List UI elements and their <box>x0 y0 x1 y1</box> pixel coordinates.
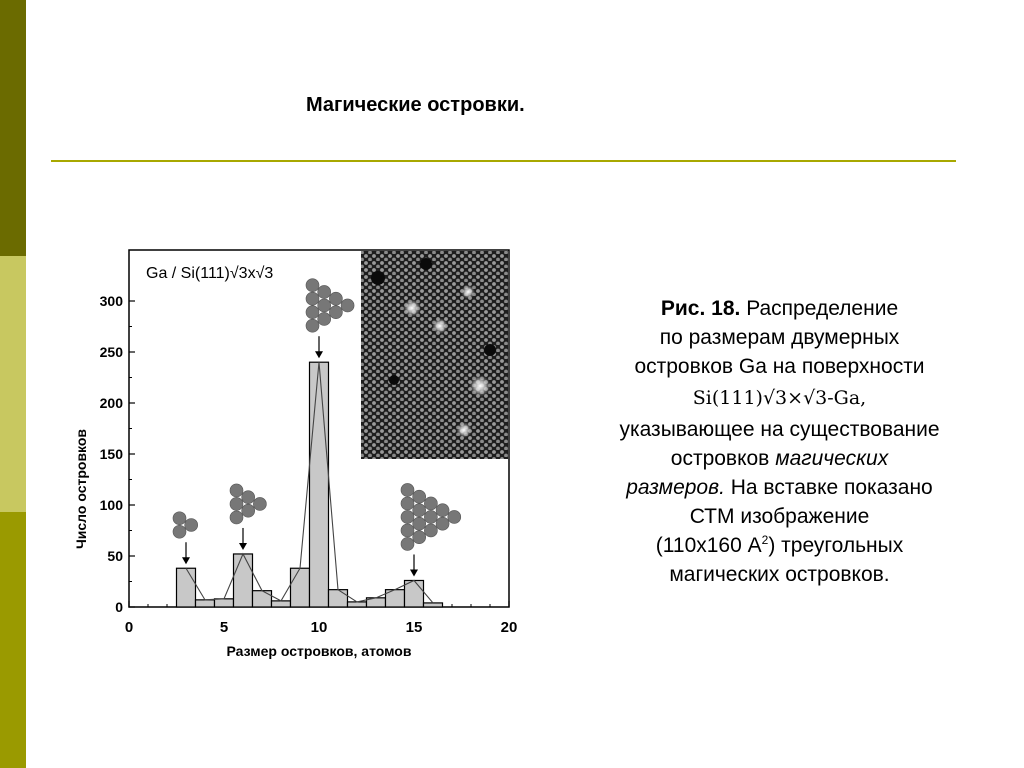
atom <box>424 510 437 523</box>
y-tick-label: 100 <box>99 497 123 513</box>
atom <box>185 518 198 531</box>
atom <box>329 306 342 319</box>
atom <box>413 490 426 503</box>
cluster-10 <box>306 279 354 359</box>
atom <box>230 511 243 524</box>
caption-line-9: магических островков. <box>669 563 890 586</box>
atom <box>318 312 331 325</box>
atom <box>173 512 186 525</box>
x-tick-label: 10 <box>310 619 328 636</box>
slide-title: Магические островки. <box>306 94 525 116</box>
x-tick-label: 5 <box>219 619 229 636</box>
atom <box>242 491 255 504</box>
bar <box>253 591 272 607</box>
x-tick-label: 15 <box>405 619 423 636</box>
arrow-head <box>239 543 247 550</box>
bar <box>291 568 310 607</box>
atom <box>318 285 331 298</box>
chart-title: Ga / Si(111)√3x√3 <box>146 265 274 282</box>
y-tick-label: 0 <box>115 599 123 615</box>
side-band-top <box>0 0 26 256</box>
atom <box>253 497 266 510</box>
y-axis-label: Число островков <box>73 428 89 550</box>
caption-line-5: островков магических <box>670 447 889 470</box>
atom <box>436 517 449 530</box>
histogram-chart <box>60 240 530 670</box>
cluster-6 <box>230 484 266 550</box>
atom <box>436 504 449 517</box>
bar <box>405 580 424 607</box>
atom <box>230 484 243 497</box>
bar <box>272 601 291 607</box>
atom <box>401 537 414 550</box>
x-axis-label: Размер островков, атомов <box>226 643 412 659</box>
atom <box>306 279 319 292</box>
bar <box>310 362 329 607</box>
atom <box>306 319 319 332</box>
arrow-head <box>410 569 418 576</box>
atom <box>401 483 414 496</box>
atom <box>401 524 414 537</box>
title-divider <box>51 160 956 162</box>
atom <box>413 531 426 544</box>
caption-line-8: (110x160 $А^2$) треугольных <box>655 533 904 557</box>
x-tick-label: 0 <box>124 619 134 636</box>
caption-line-4: указывающее на существование <box>619 418 940 441</box>
caption-line-6: размеров. На вставке показано <box>626 476 933 499</box>
y-tick-label: 150 <box>99 446 123 462</box>
bar <box>215 599 234 607</box>
atom <box>448 510 461 523</box>
cluster-15 <box>401 483 461 576</box>
atom <box>173 525 186 538</box>
side-band-middle <box>0 256 26 512</box>
atom <box>413 504 426 517</box>
atom <box>413 517 426 530</box>
x-tick-label: 20 <box>500 619 518 636</box>
bar <box>348 602 367 607</box>
atom <box>306 292 319 305</box>
atom <box>230 497 243 510</box>
caption-formula: Si(111)√3×√3-Ga, <box>692 387 867 409</box>
y-tick-label: 50 <box>107 548 123 564</box>
bar <box>196 600 215 607</box>
arrow-head <box>315 351 323 358</box>
atom <box>318 299 331 312</box>
atom <box>329 292 342 305</box>
bar <box>234 554 253 607</box>
figure-caption <box>552 294 1007 589</box>
figure-label: Рис. 18. <box>660 297 741 320</box>
atom <box>424 497 437 510</box>
arrow-head <box>182 557 190 564</box>
cluster-3 <box>173 512 198 565</box>
y-tick-label: 300 <box>99 293 123 309</box>
atom <box>401 510 414 523</box>
atom <box>424 524 437 537</box>
caption-line-2: по размерам двумерных <box>659 326 900 349</box>
bar <box>329 590 348 607</box>
bar <box>424 603 443 607</box>
atom <box>306 306 319 319</box>
stm-inset-image <box>361 251 508 459</box>
side-band-bottom <box>0 512 26 768</box>
bar <box>177 568 196 607</box>
atom <box>242 504 255 517</box>
caption-line-1: Рис. 18. Распределение <box>660 297 899 320</box>
figure <box>60 240 530 670</box>
caption-line-3: островков Ga на поверхности <box>634 355 925 378</box>
atom <box>401 497 414 510</box>
y-tick-label: 200 <box>99 395 123 411</box>
y-tick-label: 250 <box>99 344 123 360</box>
atom <box>341 299 354 312</box>
caption-line-7: СТМ изображение <box>689 505 870 528</box>
